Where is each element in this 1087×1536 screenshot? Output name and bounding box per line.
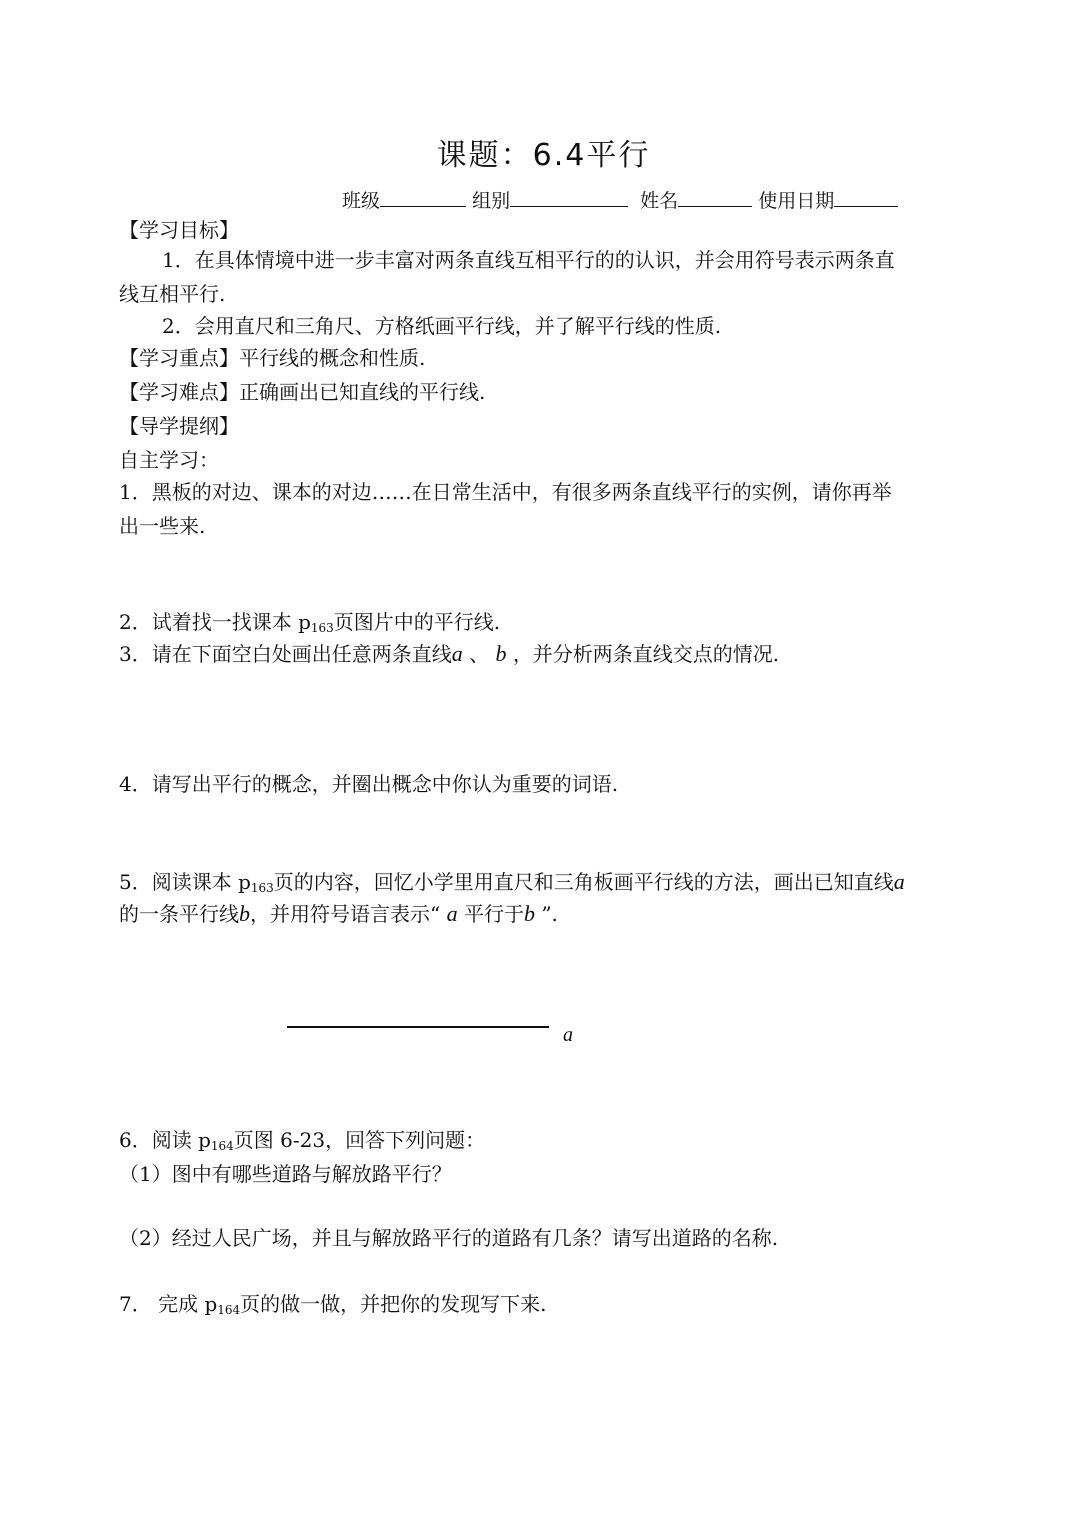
question-2-text: 2．试着找一找课本 p xyxy=(119,610,311,634)
class-label: 班级 xyxy=(342,190,381,212)
question-7-text: 7． 完成 p xyxy=(119,1292,218,1316)
question-5-line1 xyxy=(119,868,905,902)
date-label: 使用日期 xyxy=(758,190,835,212)
objective-2: 2．会用直尺和三角尺、方格纸画平行线，并了解平行线的性质. xyxy=(162,314,722,338)
question-6-text-end: 页图 6-23，回答下列问题： xyxy=(233,1128,486,1152)
group-blank[interactable] xyxy=(510,190,628,207)
question-4: 4．请写出平行的概念，并圈出概念中你认为重要的词语. xyxy=(119,772,619,796)
given-line-a xyxy=(287,1026,549,1028)
class-blank[interactable] xyxy=(380,190,466,207)
given-line-label: a xyxy=(563,1024,573,1046)
self-study-label: 自主学习： xyxy=(119,448,219,472)
question-3 xyxy=(119,640,779,668)
question-7-text-end: 页的做一做，并把你的发现写下来. xyxy=(240,1292,547,1316)
name-blank[interactable] xyxy=(678,190,752,207)
key-point: 【学习重点】平行线的概念和性质. xyxy=(119,346,426,370)
question-1-line2: 出一些来. xyxy=(119,514,206,538)
question-5-text-4: 平行于 xyxy=(463,902,524,926)
page-number: 163 xyxy=(310,621,334,635)
question-2-text-end: 页图片中的平行线. xyxy=(333,610,501,634)
var-b: b xyxy=(523,901,535,926)
question-6 xyxy=(119,1126,485,1160)
var-a: a xyxy=(446,901,458,926)
question-5-text: 5．阅读课本 p xyxy=(119,870,251,894)
question-2 xyxy=(119,608,500,642)
question-5-text-3: ，并用符号语言表示“ xyxy=(250,902,441,926)
question-1-line1: 1．黑板的对边、课本的对边……在日常生活中，有很多两条直线平行的实例，请你再举 xyxy=(119,480,892,504)
objectives-heading: 【学习目标】 xyxy=(119,218,239,242)
question-5-line2 xyxy=(119,900,558,928)
separator: 、 xyxy=(469,642,490,666)
page-number: 164 xyxy=(217,1303,241,1317)
difficulty: 【学习难点】正确画出已知直线的平行线. xyxy=(119,380,486,404)
page-number: 164 xyxy=(210,1139,234,1153)
question-7 xyxy=(119,1290,547,1324)
question-5-text-mid: 页的内容，回忆小学里用直尺和三角板画平行线的方法，画出已知直线 xyxy=(273,870,894,894)
question-5-text-2: 的一条平行线 xyxy=(119,902,239,926)
date-blank[interactable] xyxy=(834,190,898,207)
group-label: 组别 xyxy=(472,190,511,212)
question-6-sub-2: （2）经过人民广场，并且与解放路平行的道路有几条？请写出道路的名称. xyxy=(119,1226,779,1250)
objective-1-line1: 1．在具体情境中进一步丰富对两条直线互相平行的的认识，并会用符号表示两条直 xyxy=(162,248,895,272)
page-title: 课题：6.4平行 xyxy=(436,138,651,173)
student-info-row xyxy=(342,186,898,213)
question-3-text: 3．请在下面空白处画出任意两条直线 xyxy=(119,642,452,666)
var-b: b xyxy=(239,901,250,926)
question-6-text: 6．阅读 p xyxy=(119,1128,211,1152)
page-number: 163 xyxy=(250,881,274,895)
name-label: 姓名 xyxy=(640,190,679,212)
var-b: b xyxy=(495,641,507,666)
question-5-text-5: ”. xyxy=(541,902,558,926)
question-6-sub-1: （1）图中有哪些道路与解放路平行？ xyxy=(119,1162,452,1186)
question-3-text-end: ，并分析两条直线交点的情况. xyxy=(512,642,780,666)
var-a: a xyxy=(893,869,905,894)
objective-1-line2: 线互相平行. xyxy=(119,282,226,306)
var-a: a xyxy=(451,641,463,666)
outline-heading: 【导学提纲】 xyxy=(119,414,239,438)
